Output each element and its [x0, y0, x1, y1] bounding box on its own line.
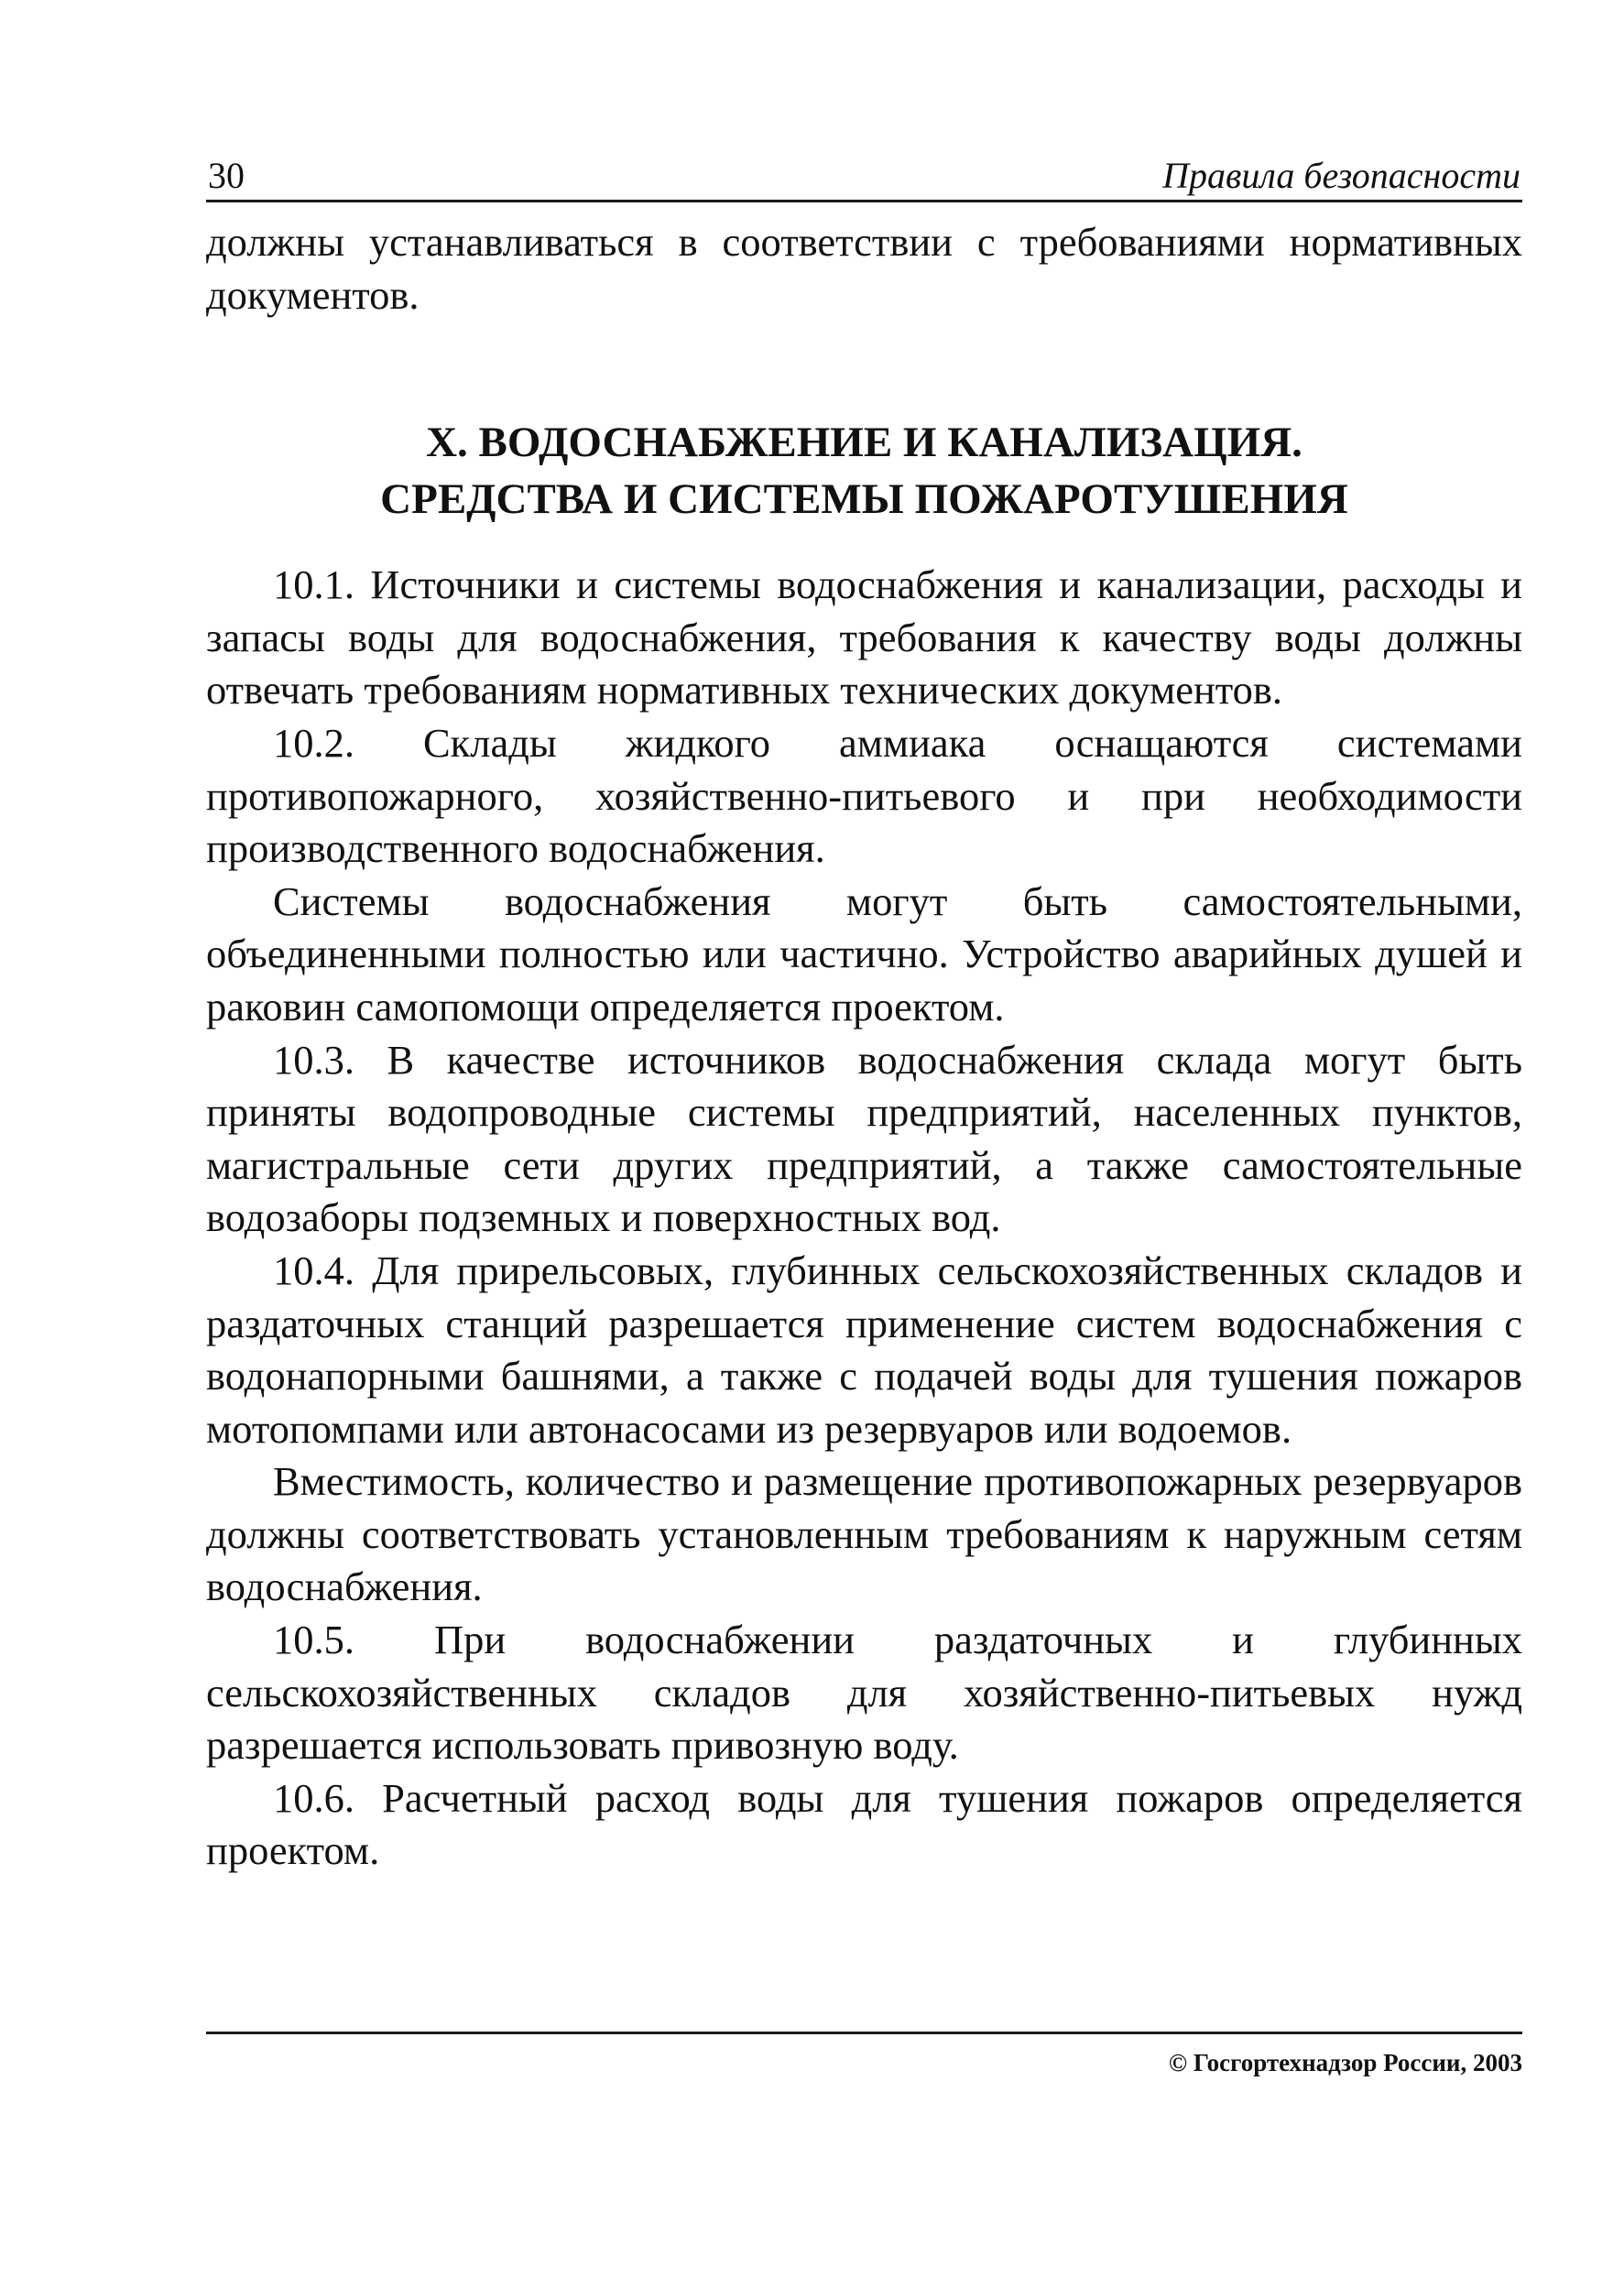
footer-divider — [206, 2032, 1522, 2034]
copyright-notice: © Госгортехнадзор России, 2003 — [1168, 2049, 1522, 2076]
paragraph-10-4-continued: Вместимость, количество и размещение противопожарных резервуаров должны соответствовать установленным требованиям к наружным сетям водоснабжения. — [206, 1458, 1522, 1610]
continuation-paragraph: должны устанавливаться в соответствии с требованиями нормативных документов. — [206, 219, 1522, 318]
paragraph-10-2-continued: Системы водоснабжения могут быть самостоятельными, объединенными полностью или частично. Устройство аварийных душей и раковин самопомощи определяется проектом. — [206, 877, 1522, 1030]
paragraph-10-1: 10.1. Источники и системы водоснабжения и канализации, расходы и запасы воды для водоснабжения, требования к качеству воды должны отвечать требованиям нормативных технических документов. — [206, 561, 1522, 714]
section-heading-line-2: СРЕДСТВА И СИСТЕМЫ ПОЖАРОТУШЕНИЯ — [380, 475, 1348, 524]
section-heading-line-1: X. ВОДОСНАБЖЕНИЕ И КАНАЛИЗАЦИЯ. — [426, 419, 1302, 467]
paragraph-10-2: 10.2. Склады жидкого аммиака оснащаются системами противопожарного, хозяйственно-питьевого и при необходимости производственного водоснабжения. — [206, 719, 1522, 872]
page-body — [206, 216, 1522, 1878]
paragraph-10-5: 10.5. При водоснабжении раздаточных и глубинных сельскохозяйственных складов для хозяйственно-питьевых нужд разрешается использовать привозную воду. — [206, 1617, 1522, 1769]
page-number: 30 — [208, 155, 245, 196]
page-header — [206, 148, 1522, 202]
running-title: Правила безопасности — [1162, 155, 1520, 196]
paragraph-10-4: 10.4. Для прирельсовых, глубинных сельскохозяйственных складов и раздаточных станций разрешается применение систем водоснабжения с водонапорными башнями, а также с подачей воды для тушения пожаров мотопомпами или автонасосами из резервуаров или водоемов. — [206, 1247, 1522, 1452]
paragraph-10-6: 10.6. Расчетный расход воды для тушения пожаров определяется проектом. — [206, 1774, 1522, 1874]
paragraph-10-3: 10.3. В качестве источников водоснабжения склада могут быть приняты водопроводные системы предприятий, населенных пунктов, магистральные сети других предприятий, а также самостоятельные водозаборы подземных и поверхностных вод. — [206, 1036, 1522, 1241]
section-heading — [206, 414, 1522, 528]
